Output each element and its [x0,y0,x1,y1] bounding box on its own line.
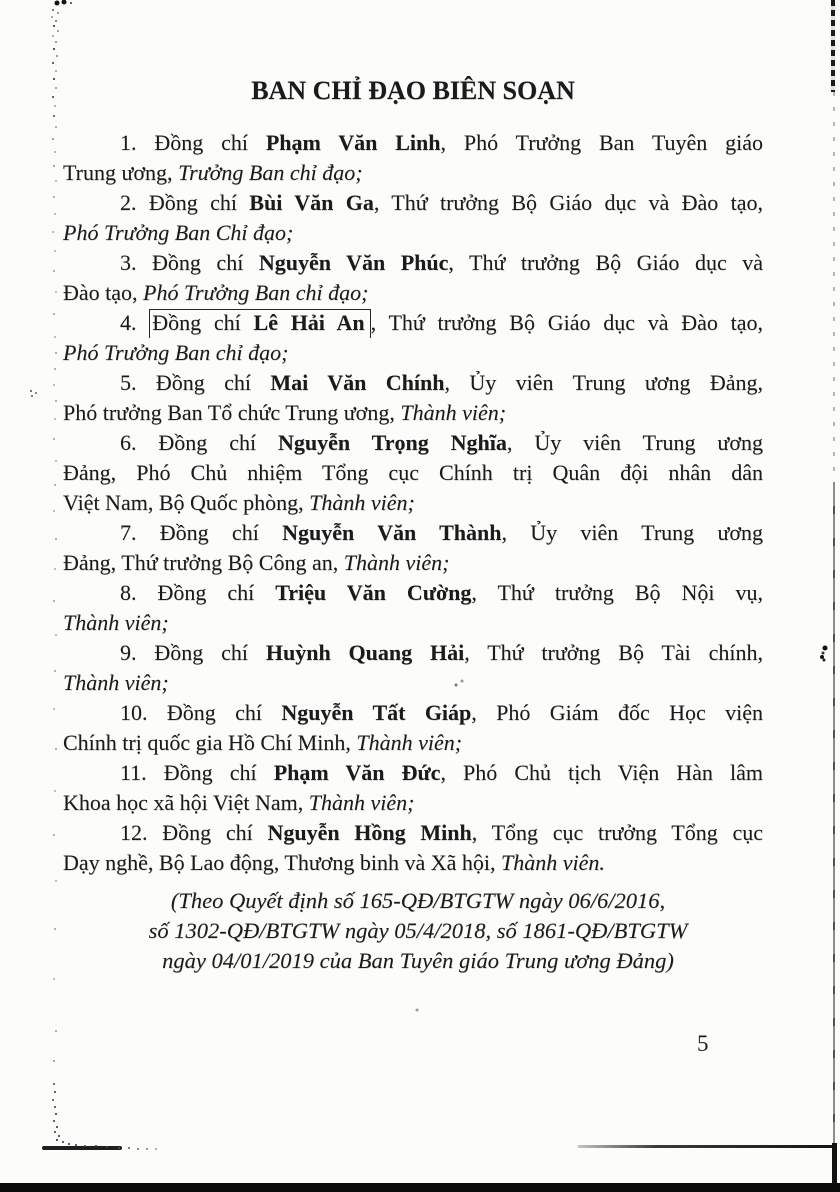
scan-artifact-bottom-bar [0,1183,840,1192]
member-list [63,128,763,878]
text-line: Dạy nghề, Bộ Lao động, Thương binh và Xã hội, Thành viên. [63,850,605,875]
member-item [63,758,763,818]
member-item [63,368,763,428]
scan-artifact-speckles [0,0,2,2]
text-line: Khoa học xã hội Việt Nam, Thành viên; [63,790,415,815]
scan-artifact-right-edge-top [831,0,835,92]
text-line: 11. Đồng chí Phạm Văn Đức, Phó Chủ tịch Viện Hàn lâm [120,760,763,785]
member-item [63,428,763,518]
text-line: 7. Đồng chí Nguyễn Văn Thành, Ủy viên Trung ương [120,520,763,545]
text-line: Đào tạo, Phó Trưởng Ban chỉ đạo; [63,280,369,305]
text-line: 10. Đồng chí Nguyễn Tất Giáp, Phó Giám đốc Học viện [120,700,763,725]
citation-line: ngày 04/01/2019 của Ban Tuyên giáo Trung ương Đảng) [162,948,674,973]
member-item [63,128,763,188]
text-line: Việt Nam, Bộ Quốc phòng, Thành viên; [63,490,415,515]
text-line: 5. Đồng chí Mai Văn Chính, Ủy viên Trung ương Đảng, [120,370,763,395]
page-number: 5 [697,1031,709,1056]
text-line: Phó trưởng Ban Tổ chức Trung ương, Thành viên; [63,400,507,425]
text-line: Thành viên; [63,610,169,635]
scan-artifact-right-edge-line [833,482,835,1192]
text-line: Đảng, Thứ trưởng Bộ Công an, Thành viên; [63,550,450,575]
scan-artifact-bottom-right-rule [578,1145,837,1148]
text-line: 4. Đồng chí Lê Hải An , Thứ trưởng Bộ Giáo dục và Đào tạo, [63,308,763,338]
text-line: Thành viên; [63,670,169,695]
text-line: Phó Trưởng Ban Chỉ đạo; [63,220,294,245]
member-item [63,518,763,578]
scan-artifact-right-edge-faint [833,92,835,482]
citation-line: (Theo Quyết định số 165-QĐ/BTGTW ngày 06/6/2016, [170,888,666,913]
text-line: 8. Đồng chí Triệu Văn Cường, Thứ trưởng Bộ Nội vụ, [120,580,763,605]
scan-artifact-bottom-left-rule [42,1146,122,1150]
citation [63,886,773,976]
member-item [63,638,763,698]
citation-line: số 1302-QĐ/BTGTW ngày 05/4/2018, số 1861-QĐ/BTGTW [148,918,688,943]
text-line: 2. Đồng chí Bùi Văn Ga, Thứ trưởng Bộ Giáo dục và Đào tạo, [120,190,763,215]
member-item [63,698,763,758]
page-title: BAN CHỈ ĐẠO BIÊN SOẠN [251,76,575,105]
text-line: Trung ương, Trưởng Ban chỉ đạo; [63,160,363,185]
text-line: 6. Đồng chí Nguyễn Trọng Nghĩa, Ủy viên Trung ương [120,430,763,455]
text-line: Đảng, Phó Chủ nhiệm Tổng cục Chính trị Quân đội nhân dân [63,460,763,485]
member-item [63,578,763,638]
text-line: Chính trị quốc gia Hồ Chí Minh, Thành viên; [63,730,463,755]
text-line: 9. Đồng chí Huỳnh Quang Hải, Thứ trưởng Bộ Tài chính, [120,640,763,665]
text-line: 12. Đồng chí Nguyễn Hồng Minh, Tổng cục trưởng Tổng cục [120,820,763,845]
text-line: Phó Trưởng Ban chỉ đạo; [63,340,289,365]
member-item [63,248,763,308]
member-item [63,818,763,878]
text-line: 1. Đồng chí Phạm Văn Linh, Phó Trưởng Ban Tuyên giáo [120,130,763,155]
member-item [63,308,763,368]
deceased-name-box: Đồng chí Lê Hải An [149,309,370,338]
text-line: 3. Đồng chí Nguyễn Văn Phúc, Thứ trưởng Bộ Giáo dục và [120,250,763,275]
member-item [63,188,763,248]
